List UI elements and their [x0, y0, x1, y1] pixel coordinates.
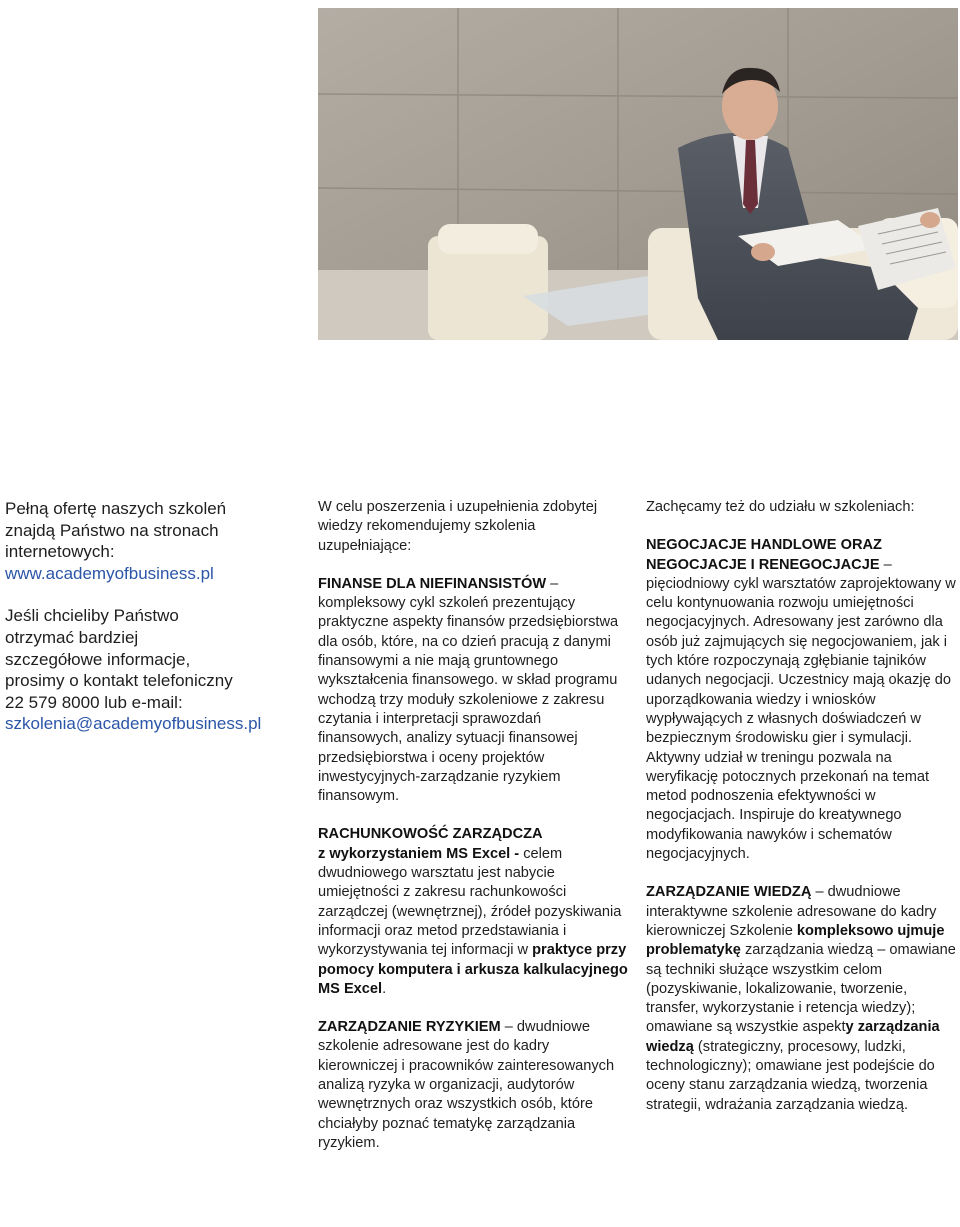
intro-text: Zachęcamy też do udziału w szkoleniach: [646, 499, 915, 515]
training-description: – dwudniowe szkolenie adresowane jest do kadry kierowniczej i pracowników zainteresowanych analizą ryzyka w organizacji, audytorów wewnętrznych oraz wszystkich osób, które chciałyby poznać tematykę zarządzania ryzykiem. [318, 1019, 615, 1151]
contact-text-line: 22 579 8000 lub e-mail: [5, 692, 183, 712]
training-rachunkowosc: RACHUNKOWOŚĆ ZARZĄDCZA z wykorzystaniem MS Excel - celem dwudniowego warsztatu jest nabycie umiejętności z zakresu rachunkowości zarządczej (wewnętrznej), źródeł pozyskiwania informacji oraz metod przedstawiania i wykorzystywania tej informacji w praktyce przy pomocy komputera i arkusza kalkulacyjnego MS Excel. [318, 826, 628, 997]
training-wiedza [646, 883, 958, 1115]
contact-text-line: prosimy o kontakt telefoniczny [5, 671, 233, 691]
hero-photo [318, 8, 958, 340]
contact-text-line: Jeśli chcieliby Państwo [5, 606, 179, 626]
training-description: zarządzania wiedzą – omawiane są techniki służące wszystkim celom (pozyskiwanie, lokalizowanie, tworzenie, transfer, wykorzystanie i retencja wiedzy); omawiane są wszystkie aspekt [646, 942, 956, 1036]
contact-text-line: otrzymać bardziej [5, 627, 139, 647]
offer-text-line: internetowych: [5, 542, 115, 562]
training-title: RACHUNKOWOŚĆ ZARZĄDCZA [318, 826, 543, 843]
contact-text-line: szczegółowe informacje, [5, 649, 191, 669]
training-title: NEGOCJACJE HANDLOWE ORAZ NEGOCJACJE I RENEGOCJACJE [646, 537, 882, 573]
training-description: celem dwudniowego warsztatu jest nabycie umiejętności z zakresu rachunkowości zarządczej (wewnętrznej), źródeł pozyskiwania informacji oraz metod przedstawiania i wykorzystywania tej informacji w [318, 845, 622, 959]
training-title: FINANSE DLA NIEFINANSISTÓW [318, 575, 547, 592]
training-negocjacje: NEGOCJACJE HANDLOWE ORAZ NEGOCJACJE I RENEGOCJACJE – pięciodniowy cykl warsztatów zaprojektowany w celu kontynuowania rozwoju umiejętności negocjacyjnych. Adresowany jest zarówno dla osób już zajmujących się negocjowaniem, jak i tych które rozpoczynają zgłębianie tajników udanych negocjacji. Uczestnicy mają okazję do uporządkowania wiedzy i wniosków wypływających z własnych doświadczeń w bezpiecznym środowisku gier i symulacji. Aktywny udział w treningu pozwala na weryfikację potocznych przekonań na temat metod podnoszenia efektywności w negocjacjach. Inspiruje do kreatywnego modyfikowania nawyków i schematów negocjacyjnych. [646, 537, 956, 863]
training-description: kompleksowy cykl szkoleń prezentujący praktyczne aspekty finansów przedsiębiorstwa dla osób, które, na co dzień pracują z danymi finansowymi a nie mają gruntownego wykształcenia finansowego. w skład programu wchodzą trzy moduły szkoleniowe z zakresu czytania i interpretacji sprawozdań finansowych, analizy sytuacji finansowej przedsiębiorstwa i oceny projektów inwestycyjnych-zarządzanie ryzykiem finansowym. [318, 595, 619, 805]
training-title: ZARZĄDZANIE WIEDZĄ [646, 884, 812, 901]
training-ryzyko [318, 1018, 628, 1153]
training-description: – dwudniowe interaktywne szkolenie adresowane do kadry kierowniczej Szkolenie [646, 884, 937, 939]
training-highlight: kompleksowo ujmuje problematykę [646, 922, 945, 959]
training-finanse: FINANSE DLA NIEFINANSISTÓW – kompleksowy cykl szkoleń prezentujący praktyczne aspekty finansów przedsiębiorstwa dla osób, które, na co dzień pracują z danymi finansowymi a nie mają gruntownego wykształcenia finansowego. w skład programu wchodzą trzy moduły szkoleniowe z zakresu czytania i interpretacji sprawozdań finansowych, analizy sytuacji finansowej przedsiębiorstwa i oceny projektów inwestycyjnych-zarządzanie ryzykiem finansowym. [318, 575, 619, 805]
training-title: ZARZĄDZANIE RYZYKIEM [318, 1019, 501, 1036]
training-description: (strategiczny, procesowy, ludzki, technologiczny); omawiane jest podejście do oceny stanu zarządzania wiedzą, tworzenia strategii, wdrażania zarządzania wiedzą. [646, 1038, 935, 1113]
contact-column [5, 498, 305, 735]
training-highlight: y zarządzania wiedzą [646, 1019, 940, 1055]
intro-text: W celu poszerzenia i uzupełnienia zdobytej wiedzy rekomendujemy szkolenia uzupełniające: [318, 499, 598, 554]
email-link[interactable]: szkolenia@academyofbusiness.pl [5, 714, 262, 734]
website-link[interactable]: www.academyofbusiness.pl [5, 563, 214, 583]
training-highlight: praktyce przy pomocy komputera i arkusza kalkulacyjnego MS Excel [318, 942, 628, 997]
businessman-illustration [318, 8, 958, 340]
training-subtitle: z wykorzystaniem MS Excel - [318, 845, 520, 862]
recommended-trainings-column [318, 498, 628, 1153]
offer-text-line: znajdą Państwo na stronach [5, 520, 219, 540]
other-trainings-column [646, 498, 958, 1115]
training-description: pięciodniowy cykl warsztatów zaprojektowany w celu kontynuowania rozwoju umiejętności negocjacyjnych. Adresowany jest zarówno dla osób już zajmujących się negocjowaniem, jak i tych które rozpoczynają zgłębianie tajników udanych negocjacji. Uczestnicy mają okazję do uporządkowania wiedzy i wniosków wypływających z własnych doświadczeń w bezpiecznym środowisku gier i symulacji. Aktywny udział w treningu pozwala na weryfikację potocznych przekonań na temat metod podnoszenia efektywności w negocjacjach. Inspiruje do kreatywnego modyfikowania nawyków i schematów negocjacyjnych. [646, 575, 956, 863]
offer-text-line: Pełną ofertę naszych szkoleń [5, 499, 227, 518]
